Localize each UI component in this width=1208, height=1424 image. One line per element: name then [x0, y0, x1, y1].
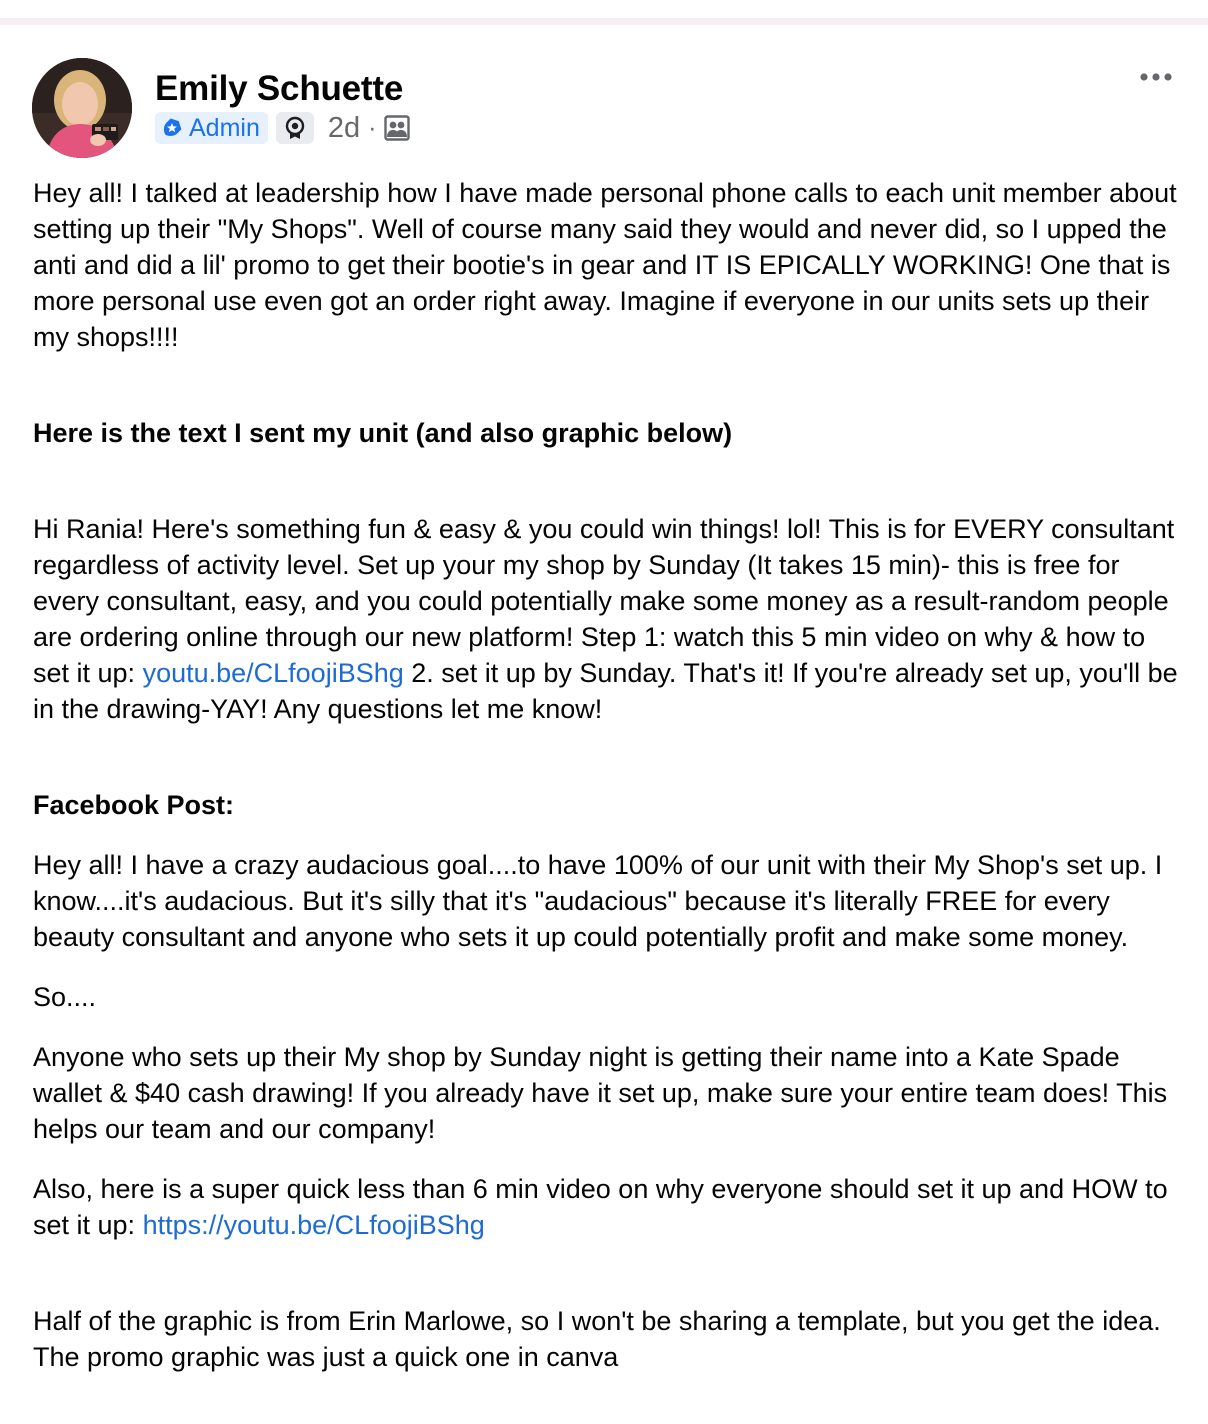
post-paragraph: Anyone who sets up their My shop by Sunday night is getting their name into a Kate Spade wallet & $40 cash drawing! If you already have it set up, make sure your entire team does! This helps our team and our company!: [33, 1042, 1168, 1144]
group-audience-icon: [384, 115, 410, 141]
top-divider-band: [0, 18, 1208, 25]
post-subheading: Here is the text I sent my unit (and also graphic below): [33, 418, 733, 448]
admin-badge-label: Admin: [189, 113, 260, 142]
video-link[interactable]: https://youtu.be/CLfoojiBShg: [142, 1210, 485, 1240]
post-paragraph: Hey all! I have a crazy audacious goal....to have 100% of our unit with their My Shop's set up. I know....it's audacious. But it's silly that it's "audacious" because it's literally FREE for every beauty consultant and anyone who sets it up could potentially profit and make some money.: [33, 850, 1163, 952]
meta-separator: ·: [368, 113, 377, 142]
post-body: [33, 175, 1183, 1375]
admin-badge[interactable]: [155, 112, 268, 144]
paragraph-text: Hi Rania! Here's something fun & easy & you could win things! lol! This is for EVERY consultant regardless of activity level. Set up your my shop by Sunday (It takes 15 min)- this is free for every consultant, easy, and you could potentially make some money as a result-random people are ordering online through our new platform! Step 1: watch this 5 min video on why & how to set it up:: [33, 514, 1175, 688]
more-options-button[interactable]: [1136, 65, 1176, 89]
post-paragraph: So....: [33, 982, 97, 1012]
post-paragraph: [33, 1171, 1183, 1243]
post-paragraph: Half of the graphic is from Erin Marlowe, so I won't be sharing a template, but you get the idea. The promo graphic was just a quick one in canva: [33, 1306, 1161, 1372]
admin-shield-icon: [161, 117, 183, 139]
author-avatar[interactable]: [32, 58, 132, 158]
paragraph-text: Also, here is a super quick less than 6 min video on why everyone should set it up and HOW to set it up:: [33, 1174, 1168, 1240]
award-icon: [282, 115, 308, 141]
post-paragraph: [33, 511, 1183, 727]
award-badge[interactable]: [276, 112, 314, 144]
author-name[interactable]: Emily Schuette: [155, 69, 404, 108]
post-subheading: Facebook Post:: [33, 790, 235, 820]
post-timestamp[interactable]: 2d: [327, 111, 361, 144]
video-link[interactable]: youtu.be/CLfoojiBShg: [142, 658, 404, 688]
more-options-icon: [1139, 72, 1173, 82]
audience-indicator: [384, 115, 410, 141]
top-border: [0, 0, 1208, 19]
post-meta: [155, 111, 410, 145]
paragraph-text: 2. set it up by Sunday. That's it! If you're already set up, you'll be in the drawing-YAY! Any questions let me know!: [33, 658, 1178, 724]
post-paragraph: Hey all! I talked at leadership how I have made personal phone calls to each unit member about setting up their "My Shops". Well of course many said they would and never did, so I upped the anti and did a lil' promo to get their bootie's in gear and IT IS EPICALLY WORKING! One that is more personal use even got an order right away. Imagine if everyone in our units sets up their my shops!!!!: [33, 178, 1177, 352]
